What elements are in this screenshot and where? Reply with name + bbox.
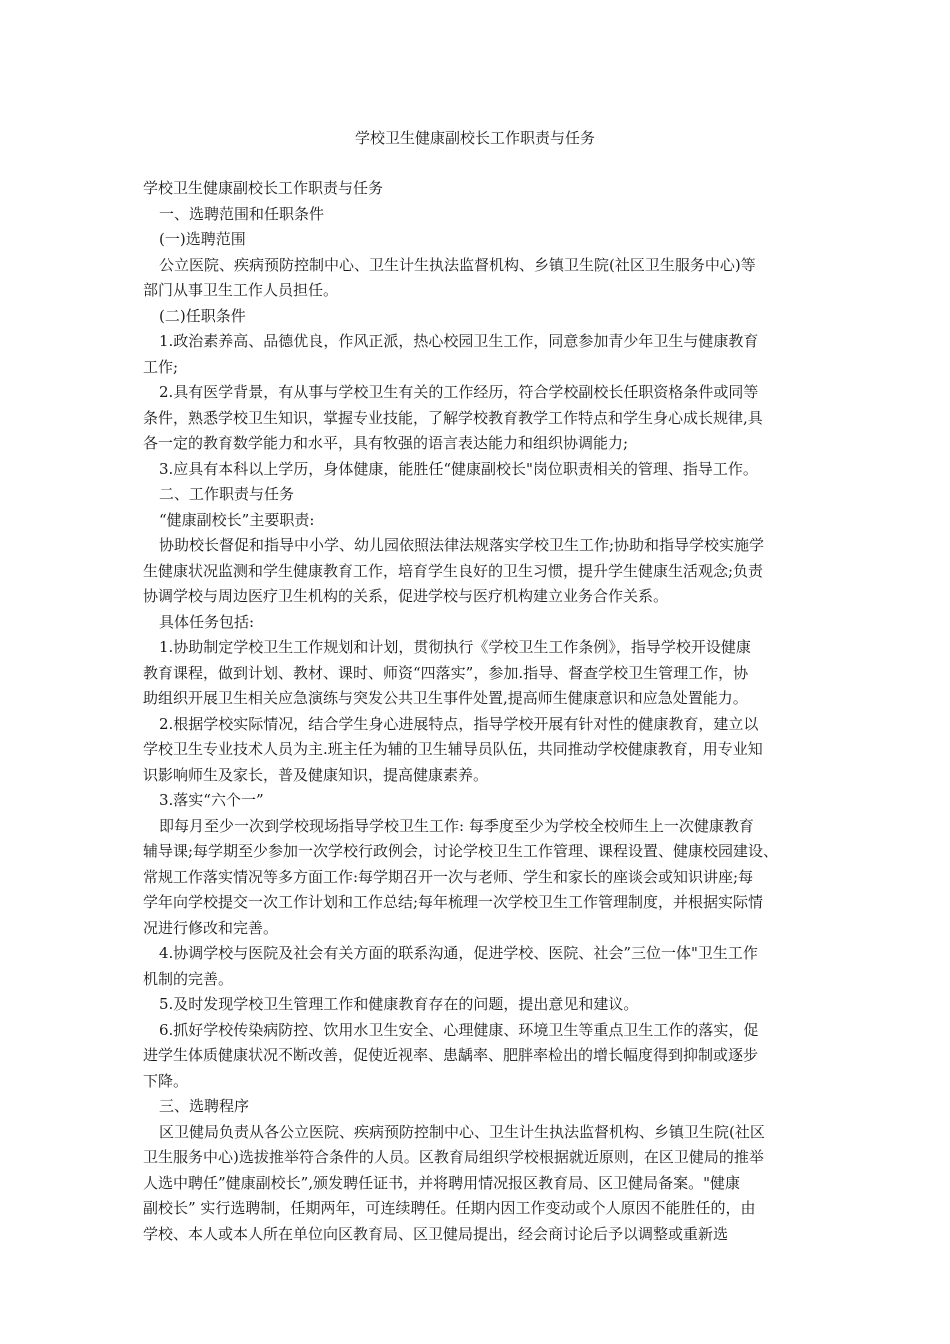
text-line: 二、工作职责与任务 (159, 485, 295, 503)
text-line: 学年向学校提交一次工作计划和工作总结;每年梳理一次学校卫生工作管理制度，并根据实际情 (143, 893, 764, 911)
text-line: 2.根据学校实际情况，结合学生身心进展特点，指导学校开展有针对性的健康教育，建立以 (159, 714, 759, 733)
text-line: 区卫健局负责从各公立医院、疾病预防控制中心、卫生计生执法监督机构、乡镇卫生院(社区 (159, 1122, 765, 1141)
text-line: 辅导课;每学期至少参加一次学校行政例会，讨论学校卫生工作管理、课程设置、健康校园建设、 (143, 842, 779, 860)
text-line: 况进行修改和完善。 (143, 918, 279, 937)
text-line: (一)选聘范围 (159, 230, 246, 248)
text-line: 学校卫生专业技术人员为主.班主任为辅的卫生辅导员队伍，共同推动学校健康教育，用专业知 (143, 740, 763, 758)
text-line: 3.落实“六个一” (159, 791, 264, 809)
text-line: 6.抓好学校传染病防控、饮用水卫生安全、心理健康、环境卫生等重点卫生工作的落实，促 (159, 1020, 759, 1039)
text-line: 机制的完善。 (143, 969, 234, 988)
text-line: 副校长” 实行选聘制，任期两年，可连续聘任。任期内因工作变动或个人原因不能胜任的，由 (143, 1199, 756, 1217)
text-line: 公立医院、疾病预防控制中心、卫生计生执法监督机构、乡镇卫生院(社区卫生服务中心)等 (159, 255, 756, 274)
text-line: 卫生服务中心)选拔推举符合条件的人员。区教育局组织学校根据就近原则，在区卫健局的推举 (143, 1148, 764, 1166)
text-line: 生健康状况监测和学生健康教育工作，培育学生良好的卫生习惯，提升学生健康生活观念;负责 (143, 561, 764, 580)
text-line: 即每月至少一次到学校现场指导学校卫生工作: 每季度至少为学校全校师生上一次健康教育 (159, 816, 754, 835)
text-line: 教育课程，做到计划、教材、课时、师资“四落实”，参加.指导、督查学校卫生管理工作，协 (143, 663, 749, 682)
text-line: 协助校长督促和指导中小学、幼儿园依照法律法规落实学校卫生工作;协助和指导学校实施学 (159, 536, 765, 554)
text-line: 三、选聘程序 (159, 1097, 250, 1115)
text-line: 人选中聘任”健康副校长”,颁发聘任证书，并将聘用情况报区教育局、区卫健局备案。"健康 (143, 1173, 741, 1192)
text-line: 工作; (143, 357, 179, 376)
text-line: “健康副校长”主要职责: (159, 510, 315, 529)
text-line: 进学生体质健康状况不断改善，促使近视率、患龋率、肥胖率检出的增长幅度得到抑制或逐步 (143, 1046, 759, 1064)
document-title: 学校卫生健康副校长工作职责与任务 (354, 129, 595, 147)
text-line: 部门从事卫生工作人员担任。 (143, 281, 339, 299)
text-line: 学校、本人或本人所在单位向区教育局、区卫健局提出，经会商讨论后予以调整或重新选 (143, 1224, 729, 1243)
text-line: 助组织开展卫生相关应急演练与突发公共卫生事件处置,提高师生健康意识和应急处置能力。 (143, 689, 748, 707)
text-line: 1.协助制定学校卫生工作规划和计划，贯彻执行《学校卫生工作条例》，指导学校开设健康 (159, 638, 751, 656)
text-line: 协调学校与周边医疗卫生机构的关系，促进学校与医疗机构建立业务合作关系。 (143, 587, 669, 605)
text-line: 2.具有医学背景，有从事与学校卫生有关的工作经历，符合学校副校长任职资格条件或同等 (159, 383, 759, 401)
text-line: 一、选聘范围和任职条件 (159, 204, 325, 223)
text-line: 下降。 (143, 1071, 189, 1090)
text-line: 条件，熟悉学校卫生知识，掌握专业技能，了解学校教育教学工作特点和学生身心成长规律,具 (143, 408, 763, 427)
document-body (143, 176, 815, 1247)
text-line: 识影响师生及家长，普及健康知识，提高健康素养。 (143, 765, 489, 784)
text-line: 5.及时发现学校卫生管理工作和健康教育存在的问题，提出意见和建议。 (159, 995, 639, 1013)
text-line: 4.协调学校与医院及社会有关方面的联系沟通，促进学校、医院、社会”三位一体"卫生工作 (159, 944, 758, 962)
text-line: 各一定的教育数学能力和水平，具有牧强的语言表达能力和组织协调能力; (143, 434, 629, 452)
text-line: 学校卫生健康副校长工作职责与任务 (143, 179, 384, 197)
text-line: 1.政治素养高、品德优良，作风正派，热心校园卫生工作，同意参加青少年卫生与健康教育 (159, 332, 759, 350)
text-line: (二)任职条件 (159, 306, 246, 325)
text-line: 常规工作落实情况等多方面工作:每学期召开一次与老师、学生和家长的座谈会或知识讲座;每 (143, 867, 754, 886)
text-line: 具体任务包括: (159, 612, 255, 631)
text-line: 3.应具有本科以上学历，身体健康，能胜任“健康副校长"岗位职责相关的管理、指导工作。 (159, 459, 758, 478)
